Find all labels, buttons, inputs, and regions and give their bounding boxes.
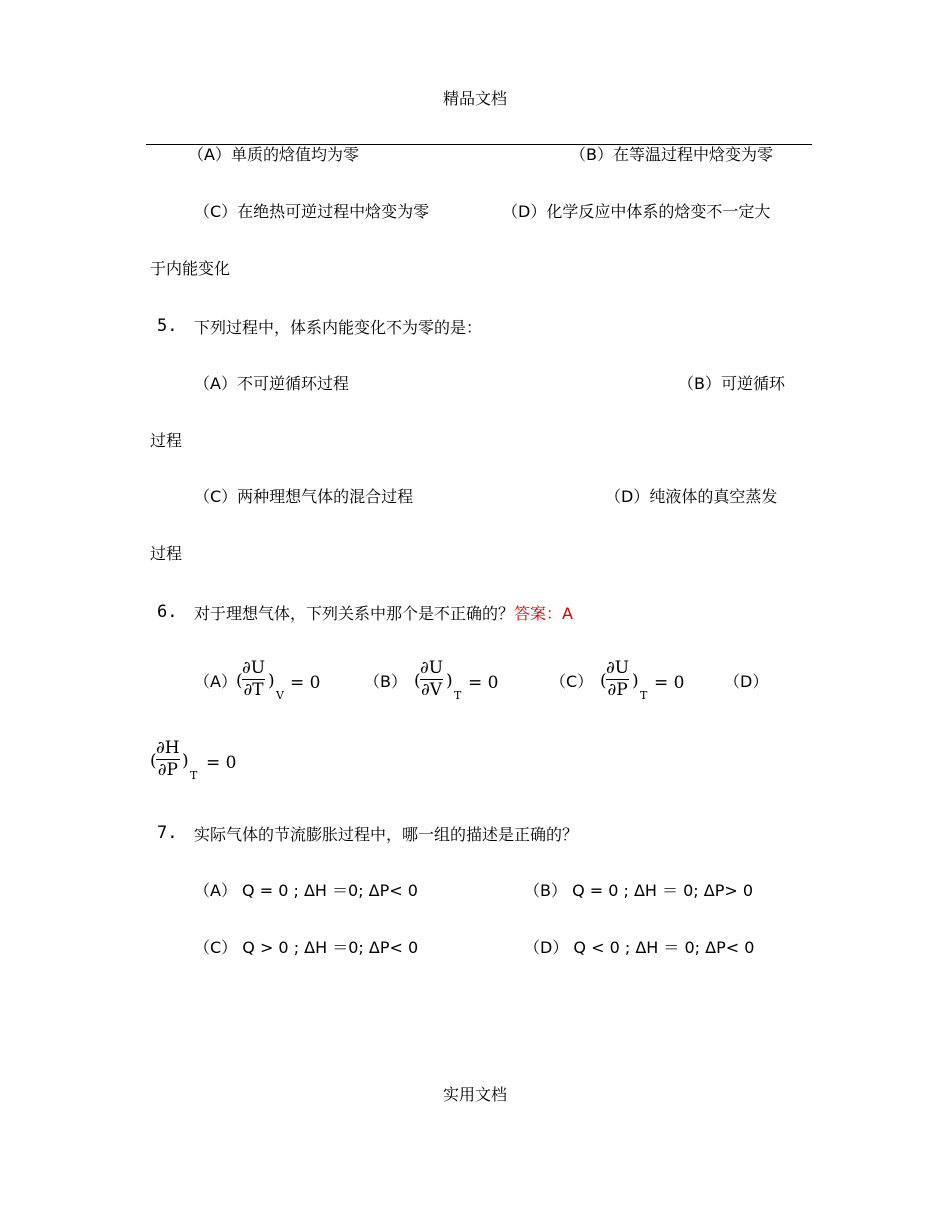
q6-a-lparen: (	[236, 671, 243, 691]
q6-c-lparen: (	[600, 671, 607, 691]
q6-stem: 对于理想气体，下列关系中那个是不正确的？	[194, 604, 515, 623]
q4-option-a: （A）单质的焓值均为零	[188, 145, 359, 164]
q6-label-c: （C）	[550, 672, 594, 691]
q6-d-lparen: (	[150, 751, 157, 771]
q5-option-b-continued: 过程	[150, 431, 183, 450]
q6-b-rparen: )	[446, 671, 453, 691]
q6-label-a: （A）	[194, 672, 237, 691]
q5-option-c: （C）两种理想气体的混合过程	[194, 487, 414, 506]
q6-c-fraction	[606, 660, 629, 699]
q6-label-b: （B）	[364, 672, 407, 691]
page-header: 精品文档	[443, 89, 508, 108]
q6-b-lparen: (	[414, 671, 421, 691]
q6-b-numerator: ∂U	[420, 658, 444, 678]
q6-answer: 答案：A	[514, 604, 573, 623]
q6-c-rhs: = 0	[654, 673, 685, 693]
q6-stem-line	[194, 606, 573, 622]
q6-a-subscript: V	[276, 689, 284, 702]
q6-c-numerator: ∂U	[606, 658, 630, 678]
q6-d-numerator: ∂H	[156, 738, 180, 758]
q6-d-rparen: )	[182, 751, 189, 771]
q6-c-rparen: )	[632, 671, 639, 691]
q6-d-subscript: T	[190, 769, 198, 782]
q7-number: 7.	[157, 823, 178, 843]
q6-d-rhs: = 0	[206, 753, 237, 773]
q6-a-rparen: )	[268, 671, 275, 691]
page-footer: 实用文档	[443, 1085, 508, 1104]
q4-option-d-continued: 于内能变化	[150, 259, 231, 278]
q6-d-denominator: ∂P	[157, 760, 178, 780]
q6-number: 6.	[157, 602, 178, 622]
q5-option-d: （D）纯液体的真空蒸发	[605, 487, 778, 506]
q6-a-fraction	[242, 660, 265, 699]
q6-d-fraction	[156, 740, 180, 779]
q5-option-b: （B）可逆循环	[678, 374, 785, 393]
q7-option-a: （A） Q = 0 ; ΔH ＝0; ΔP< 0	[194, 881, 418, 900]
q4-option-b: （B）在等温过程中焓变为零	[570, 145, 773, 164]
q6-b-denominator: ∂V	[421, 680, 443, 700]
q4-option-c: （C）在绝热可逆过程中焓变为零	[194, 202, 430, 221]
q5-stem: 下列过程中，体系内能变化不为零的是：	[194, 318, 483, 337]
q6-a-numerator: ∂U	[242, 658, 266, 678]
q7-option-d: （D） Q < 0 ; ΔH ＝ 0; ΔP< 0	[524, 938, 755, 957]
q6-a-denominator: ∂T	[243, 680, 264, 700]
q7-stem: 实际气体的节流膨胀过程中，哪一组的描述是正确的？	[194, 825, 579, 844]
q6-a-rhs: = 0	[290, 673, 321, 693]
q7-option-c: （C） Q > 0 ; ΔH ＝0; ΔP< 0	[194, 938, 419, 957]
q5-option-a: （A）不可逆循环过程	[194, 374, 349, 393]
q4-option-d: （D）化学反应中体系的焓变不一定大	[502, 202, 771, 221]
q6-label-d: （D）	[724, 672, 769, 691]
q7-option-b: （B） Q = 0 ; ΔH ＝ 0; ΔP> 0	[524, 881, 754, 900]
q6-b-rhs: = 0	[468, 673, 499, 693]
q6-b-fraction	[420, 660, 443, 699]
q5-number: 5.	[157, 316, 178, 336]
q5-option-d-continued: 过程	[150, 544, 183, 563]
q6-c-subscript: T	[640, 689, 648, 702]
q6-b-subscript: T	[454, 689, 462, 702]
q6-c-denominator: ∂P	[607, 680, 628, 700]
